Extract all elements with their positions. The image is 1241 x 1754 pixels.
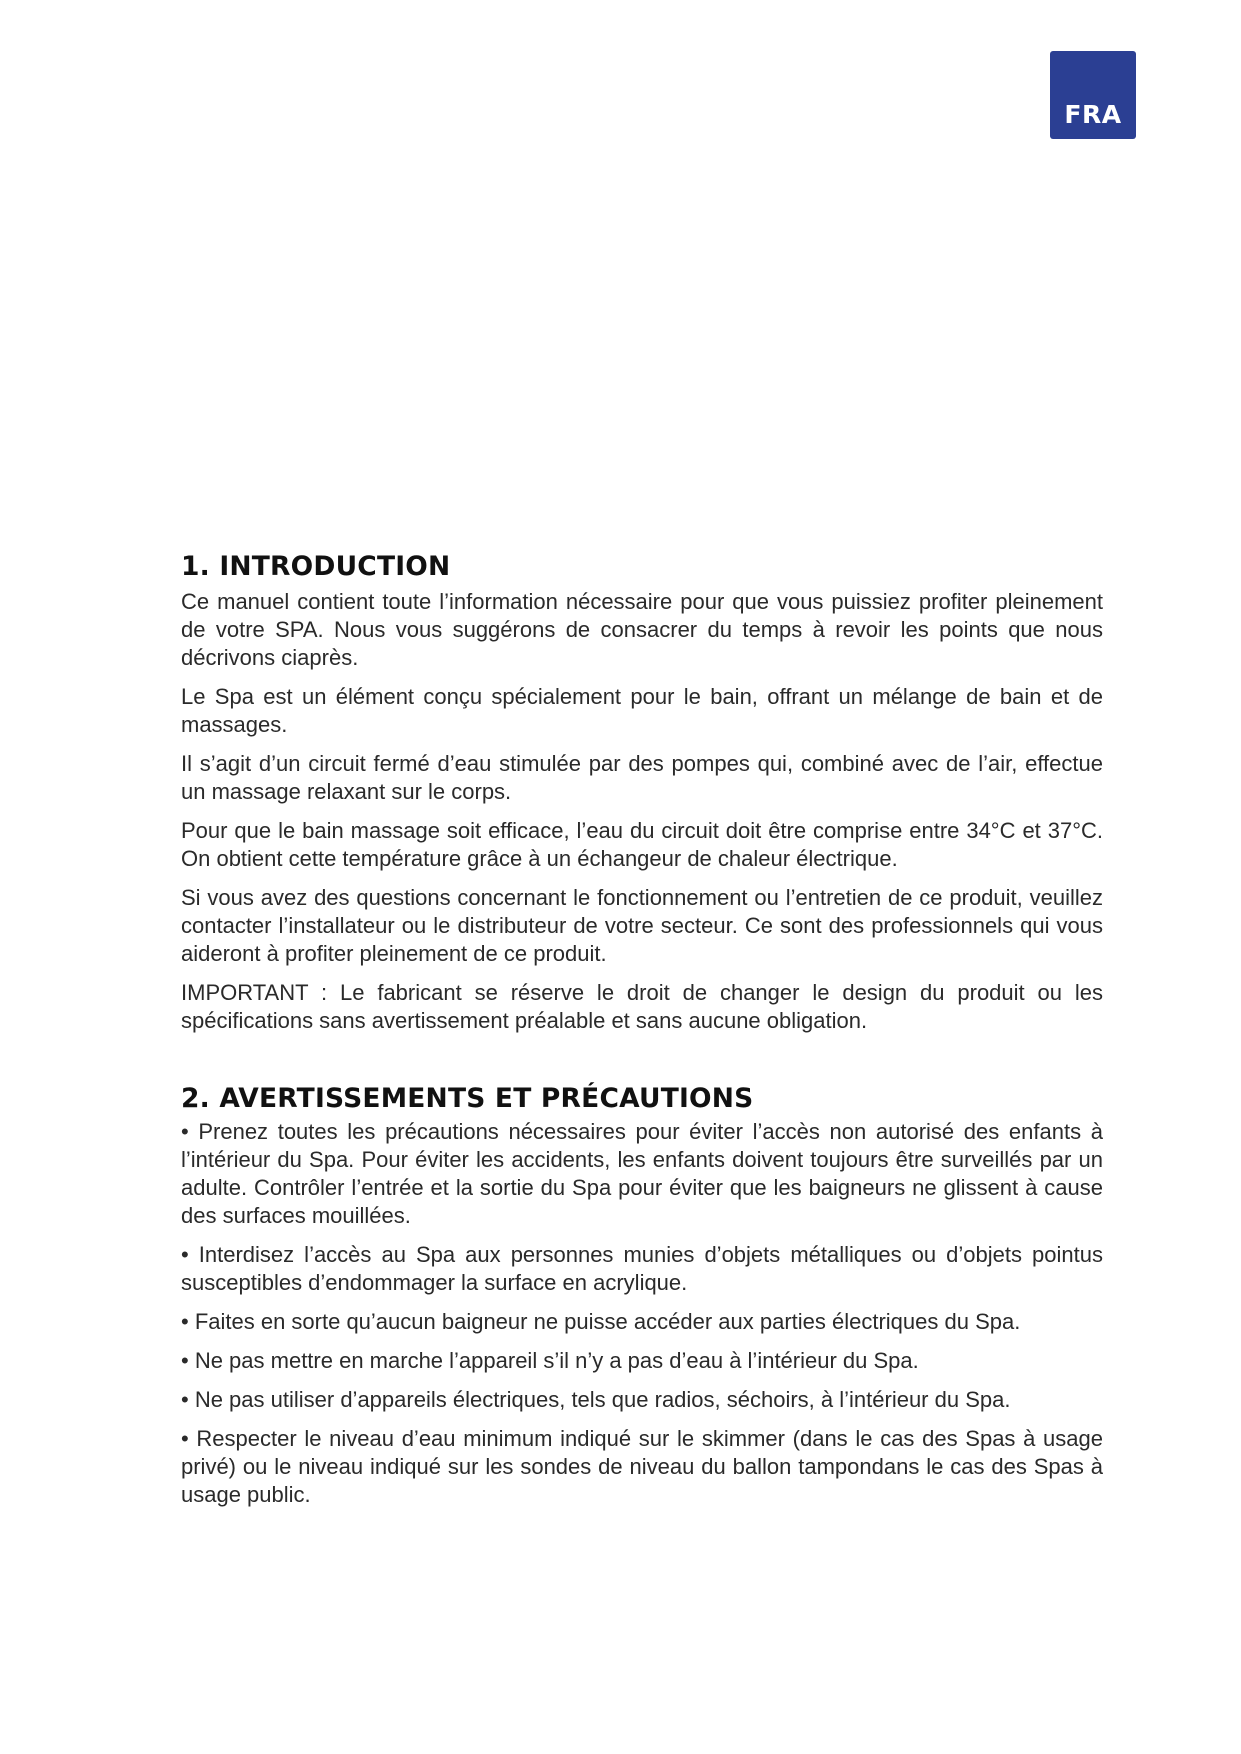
important-notice: IMPORTANT : Le fabricant se réserve le droit de changer le design du produit ou les spécifications sans avertissement préalable et sans aucune obligation. [181,980,1103,1033]
warning-item: • Interdisez l’accès au Spa aux personnes munies d’objets métalliques ou d’objets pointus susceptibles d’endommager la surface en acrylique. [181,1242,1103,1295]
language-tab-fra: FRA [1050,51,1136,139]
intro-paragraph: Il s’agit d’un circuit fermé d’eau stimulée par des pompes qui, combiné avec de l’air, effectue un massage relaxant sur le corps. [181,751,1103,804]
section-introduction [181,548,1103,1035]
warnings-heading: 2. AVERTISSEMENTS ET PRÉCAUTIONS [181,1083,754,1114]
warning-item: • Ne pas utiliser d’appareils électriques, tels que radios, séchoirs, à l’intérieur du Spa. [181,1387,1011,1412]
intro-paragraph: Pour que le bain massage soit efficace, l’eau du circuit doit être comprise entre 34°C et 37°C. On obtient cette température grâce à un échangeur de chaleur électrique. [181,818,1103,871]
page-content [181,548,1103,1520]
intro-paragraph: Ce manuel contient toute l’information nécessaire pour que vous puissiez profiter pleinement de votre SPA. Nous vous suggérons de consacrer du temps à revoir les points que nous décrivons ciaprès. [181,589,1103,670]
warning-item: • Respecter le niveau d’eau minimum indiqué sur le skimmer (dans le cas des Spas à usage privé) ou le niveau indiqué sur les sondes de niveau du ballon tampondans le cas des Spas à usage public. [181,1426,1103,1507]
section-warnings [181,1080,1103,1509]
intro-paragraph: Si vous avez des questions concernant le fonctionnement ou l’entretien de ce produit, veuillez contacter l’installateur ou le distributeur de votre secteur. Ce sont des professionnels qui vous aideront à profiter pleinement de ce produit. [181,885,1103,966]
introduction-heading: 1. INTRODUCTION [181,551,451,582]
intro-paragraph: Le Spa est un élément conçu spécialement pour le bain, offrant un mélange de bain et de massages. [181,684,1103,737]
warning-item: • Ne pas mettre en marche l’appareil s’il n’y a pas d’eau à l’intérieur du Spa. [181,1348,919,1373]
warning-item: • Faites en sorte qu’aucun baigneur ne puisse accéder aux parties électriques du Spa. [181,1309,1021,1334]
warning-item: • Prenez toutes les précautions nécessaires pour éviter l’accès non autorisé des enfants à l’intérieur du Spa. Pour éviter les accidents, les enfants doivent toujours être surveillés par un adulte. Contrôler l’entrée et la sortie du Spa pour éviter que les baigneurs ne glissent à cause des surfaces mouillées. [181,1119,1103,1228]
